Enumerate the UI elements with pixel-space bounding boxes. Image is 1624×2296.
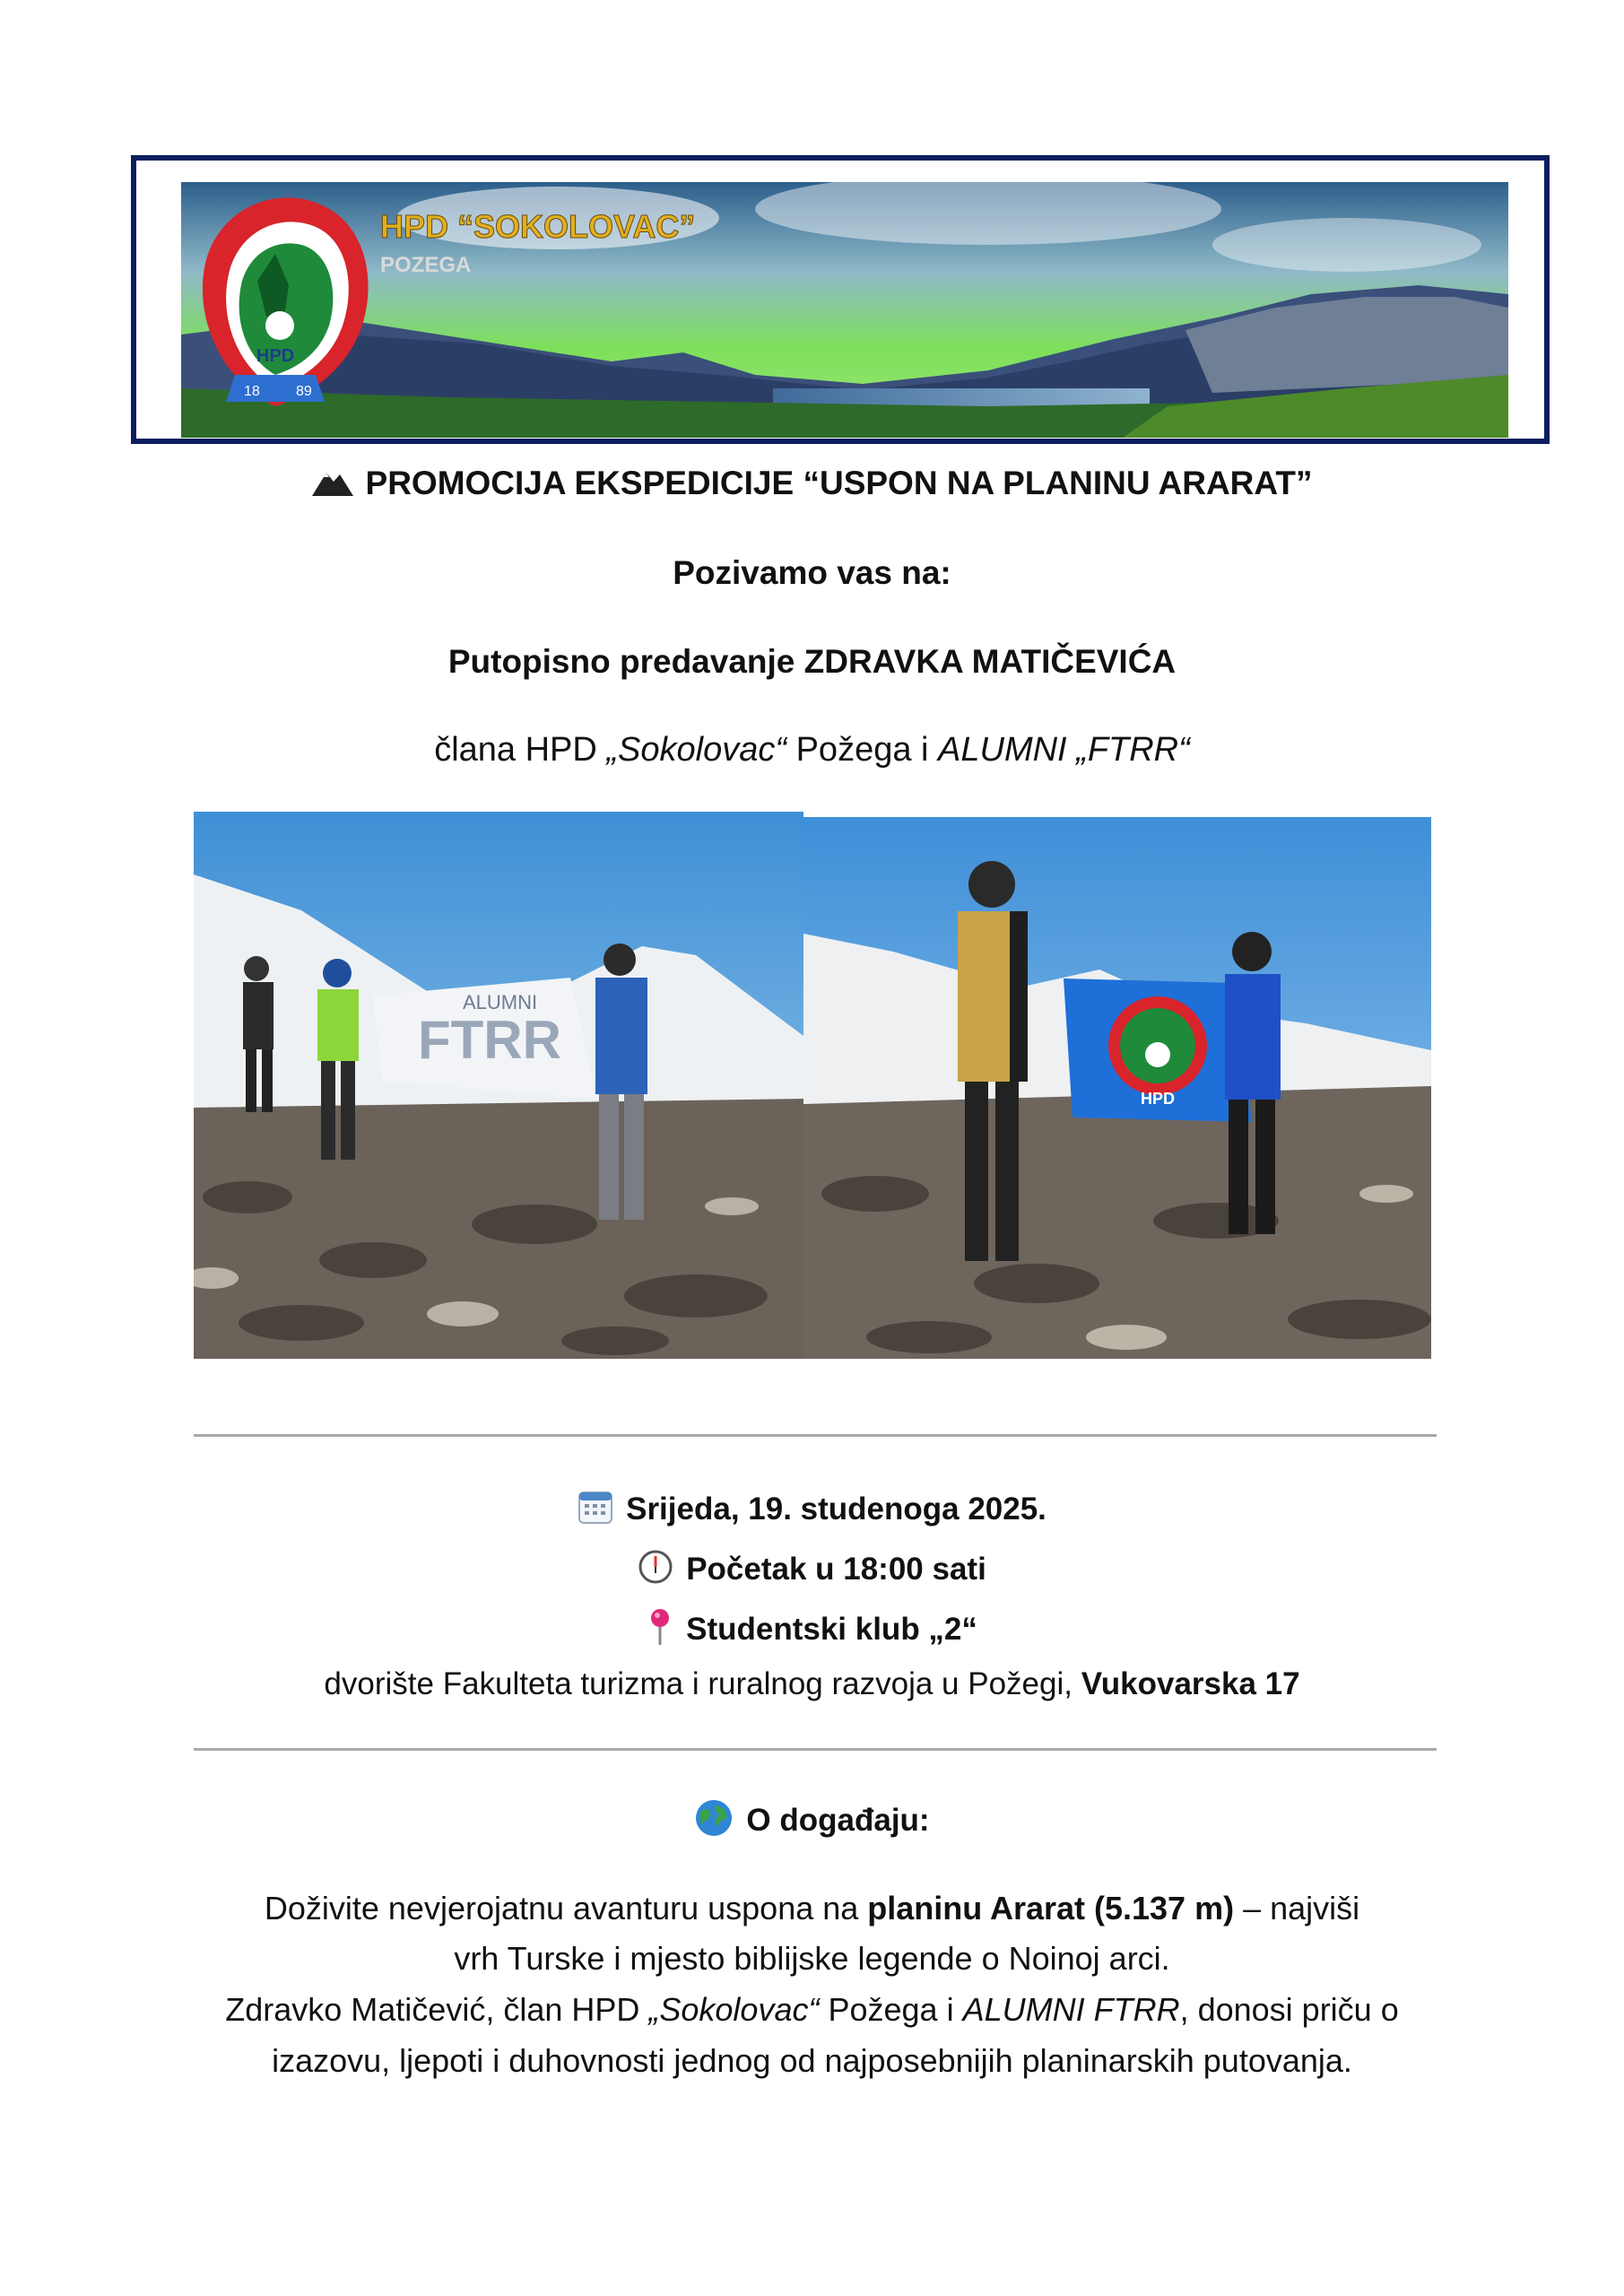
logo-year-right: 89 <box>296 384 312 399</box>
member-alumni: ALUMNI „FTRR“ <box>938 731 1190 769</box>
alumni-flag-text: FTRR <box>418 1010 561 1070</box>
about-p1-post: – najviši <box>1234 1890 1360 1926</box>
logo-badge-text: HPD <box>256 346 295 366</box>
banner-town: POZEGA <box>380 253 472 277</box>
event-date <box>0 1489 1624 1533</box>
alumni-flag-top: ALUMNI <box>463 991 538 1013</box>
event-place-text: Studentski klub „2“ <box>686 1611 977 1647</box>
about-p3-club: „Sokolovac“ <box>648 1991 820 2028</box>
about-line-3 <box>0 1985 1624 2035</box>
member-mid: Požega i <box>786 731 939 769</box>
pin-icon <box>647 1607 673 1655</box>
about-line-1 <box>0 1883 1624 1934</box>
mountain-icon <box>312 466 353 504</box>
event-time <box>0 1549 1624 1593</box>
event-title <box>0 465 1624 504</box>
event-title-text: PROMOCIJA EKSPEDICIJE “USPON NA PLANINU ARARAT” <box>365 465 1313 501</box>
invite-line: Pozivamo vas na: <box>673 554 951 591</box>
banner-club-name: HPD “SOKOLOVAC” <box>380 208 696 245</box>
event-date-text: Srijeda, 19. studenoga 2025. <box>626 1491 1046 1526</box>
globe-icon <box>694 1798 734 1846</box>
divider-top <box>194 1434 1437 1437</box>
clock-icon <box>638 1549 673 1593</box>
event-address <box>0 1666 1624 1702</box>
lecture-line: Putopisno predavanje ZDRAVKA MATIČEVIĆA <box>447 643 1177 680</box>
member-pre: člana HPD <box>434 731 607 769</box>
calendar-icon <box>578 1489 613 1533</box>
about-p1-bold: planinu Ararat (5.137 m) <box>867 1890 1235 1926</box>
event-time-text: Početak u 18:00 sati <box>686 1551 986 1587</box>
about-p1-pre: Doživite nevjerojatnu avanturu uspona na <box>264 1890 868 1926</box>
about-line-2: vrh Turske i mjesto biblijske legende o Noinoj arci. <box>454 1940 1170 1977</box>
about-p3-pre: Zdravko Matičević, član HPD <box>225 1991 649 2028</box>
member-line <box>0 731 1624 770</box>
address-street: Vukovarska 17 <box>1081 1666 1300 1701</box>
about-title-text: O događaju: <box>746 1802 930 1838</box>
about-title <box>0 1798 1624 1846</box>
about-p3-alumni: ALUMNI FTRR <box>962 1991 1180 2028</box>
member-club: „Sokolovac“ <box>606 731 787 769</box>
header-banner <box>181 182 1508 438</box>
event-place <box>0 1607 1624 1655</box>
about-p3-post: , donosi priču o <box>1179 1991 1399 2028</box>
address-pre: dvorište Fakulteta turizma i ruralnog razvoja u Požegi, <box>324 1666 1081 1701</box>
divider-bottom <box>194 1748 1437 1751</box>
logo-year-left: 18 <box>244 384 260 399</box>
about-line-4: izazovu, ljepoti i duhovnosti jednog od najposebnijih planinarskih putovanja. <box>272 2042 1352 2079</box>
hpd-flag-badge: HPD <box>1140 1090 1176 1108</box>
about-p3-mid: Požega i <box>819 1991 963 2028</box>
photo-alumni-flag <box>194 812 803 1359</box>
photo-hpd-flag <box>803 817 1431 1359</box>
